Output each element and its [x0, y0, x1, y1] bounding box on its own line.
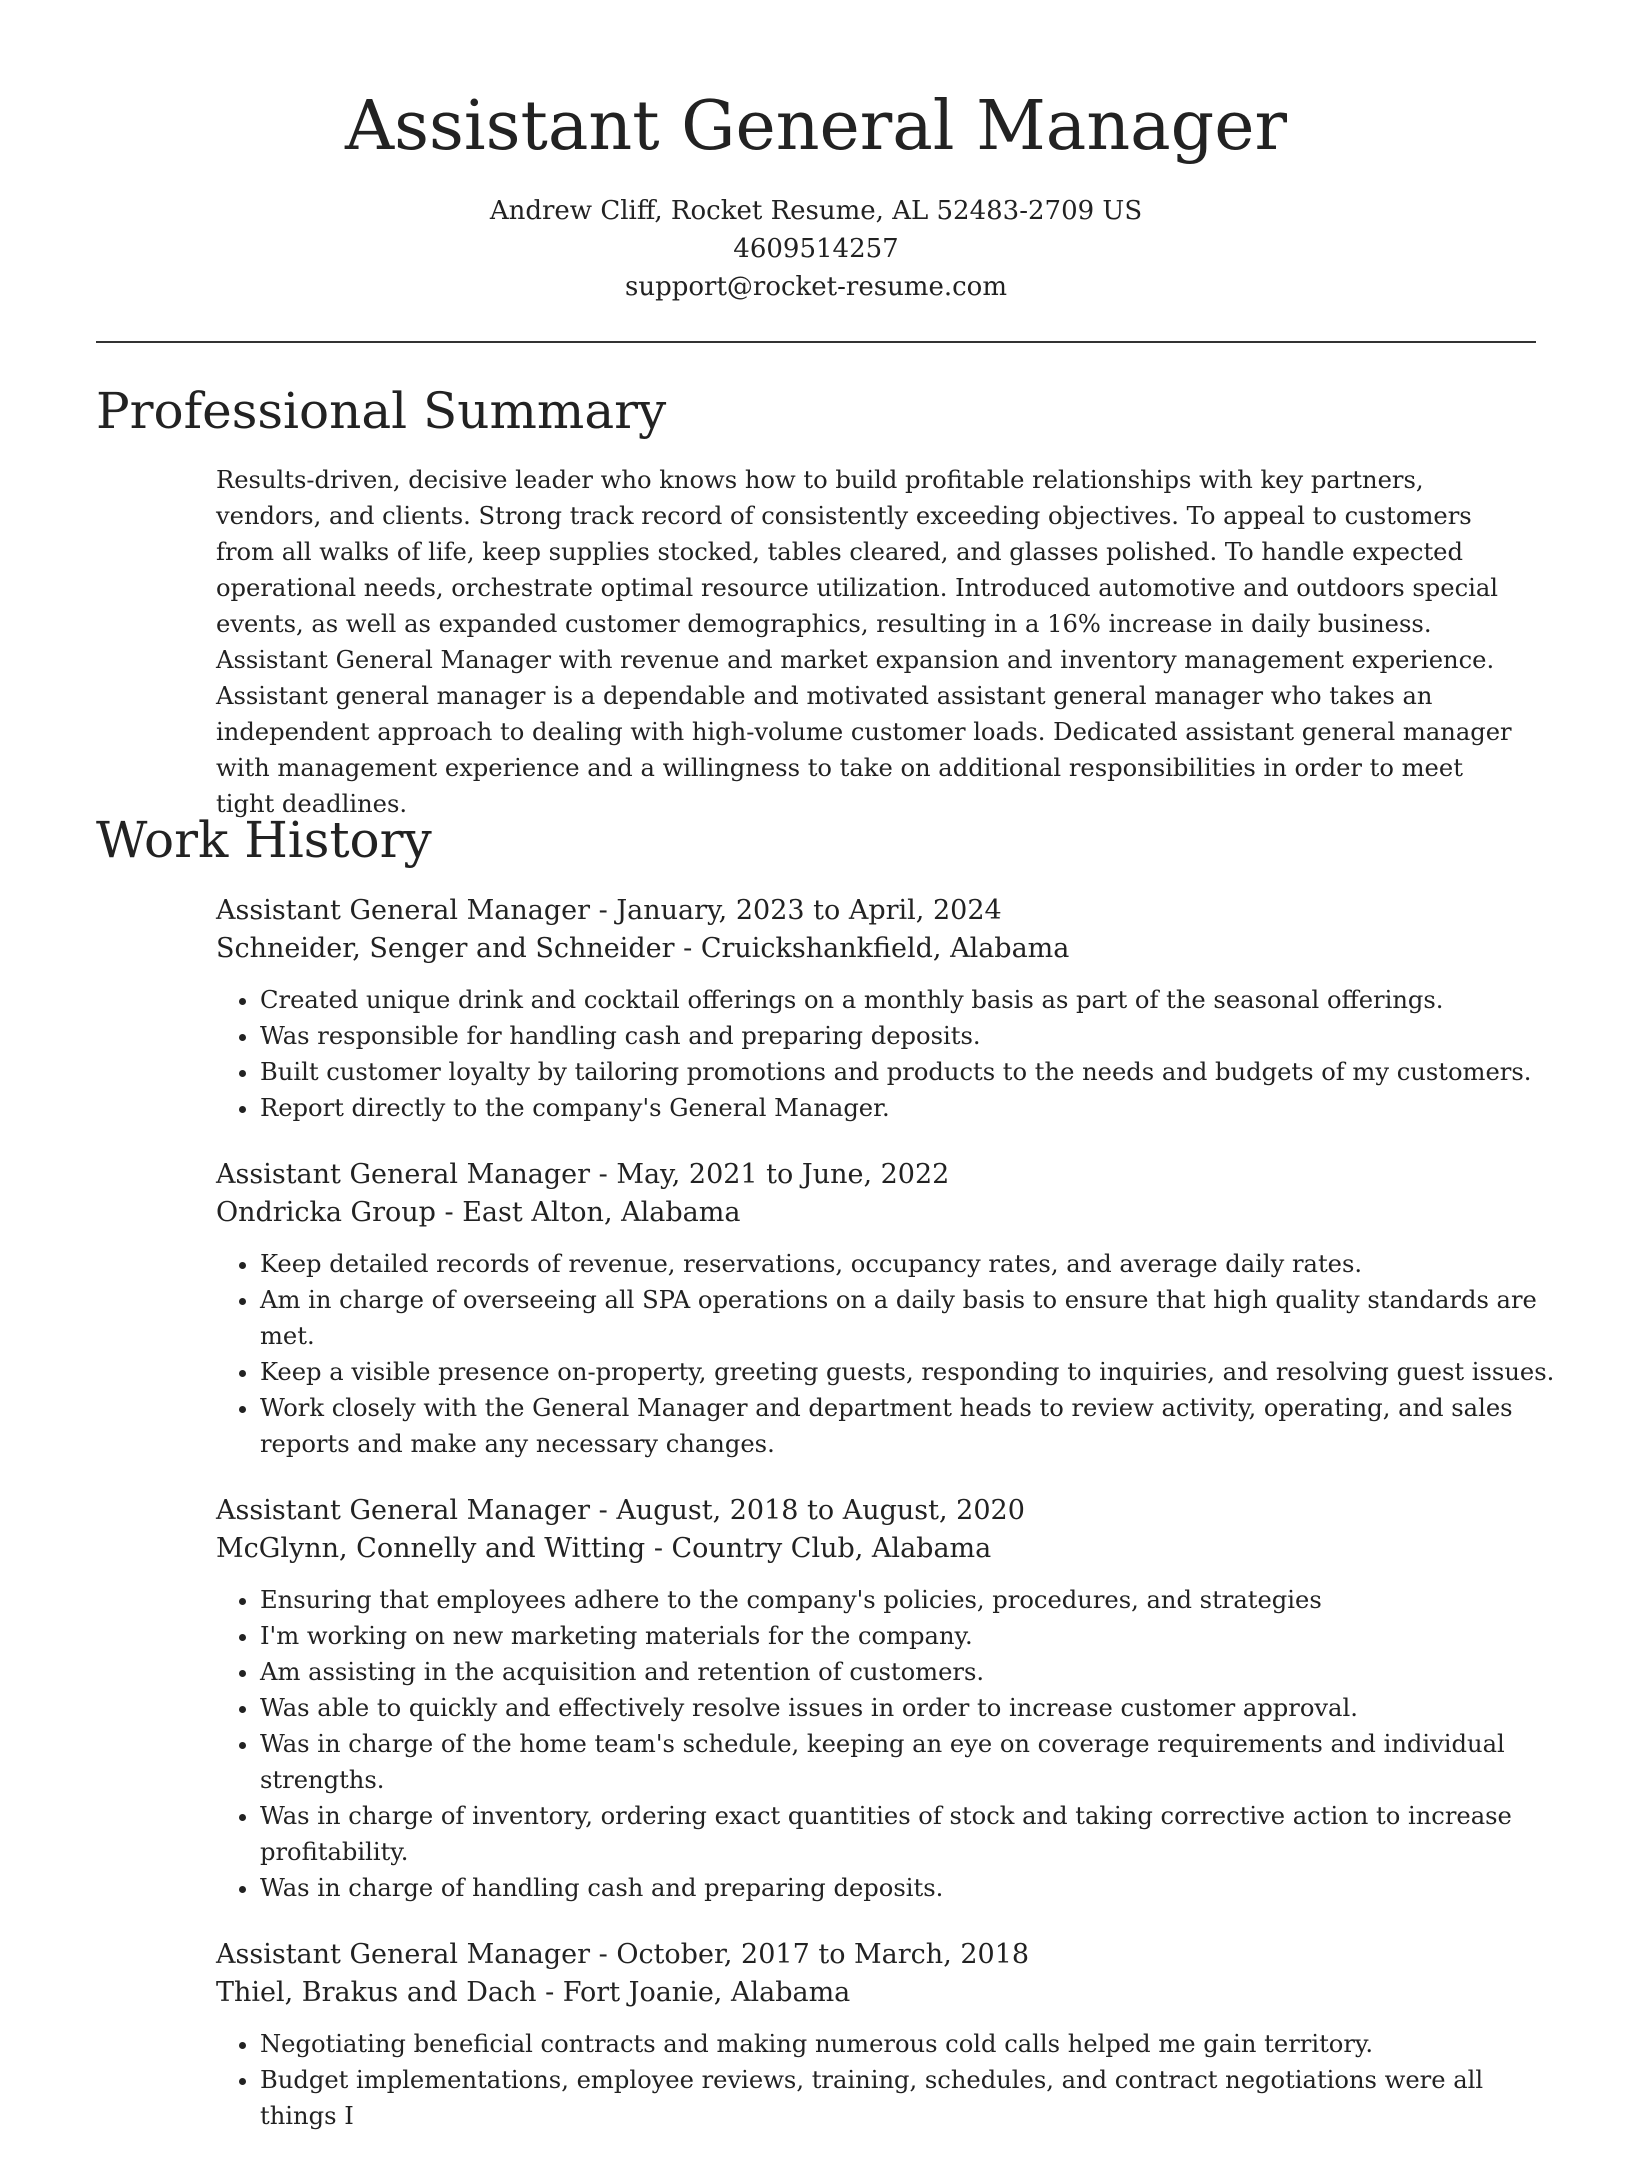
job-dates: - August, 2018 to August, 2020	[598, 1495, 1025, 1526]
job-dates: - October, 2017 to March, 2018	[598, 1939, 1030, 1970]
job-bullet: • Budget implementations, employee reviews, training, schedules, and contract negotiations were all things I	[260, 2062, 1556, 2134]
job-bullets	[216, 1246, 1556, 1462]
job-entry	[216, 892, 1556, 1126]
job-bullet: • Ensuring that employees adhere to the company's policies, procedures, and strategies	[260, 1582, 1556, 1618]
section-heading-summary: Professional Summary	[96, 382, 667, 440]
job-bullet: • Was responsible for handling cash and preparing deposits.	[260, 1018, 1556, 1054]
job-company: McGlynn, Connelly and Witting	[216, 1533, 646, 1564]
job-title: Assistant General Manager	[216, 1159, 591, 1190]
job-dates: - May, 2021 to June, 2022	[598, 1159, 950, 1190]
contact-email: support@rocket-resume.com	[624, 272, 1007, 302]
contact-block	[0, 192, 1632, 306]
job-title: Assistant General Manager	[216, 1495, 591, 1526]
job-bullet: • Was in charge of the home team's schedule, keeping an eye on coverage requirements and individual strengths.	[260, 1726, 1556, 1798]
job-company-line	[216, 1194, 1556, 1232]
job-location: - Country Club, Alabama	[653, 1533, 992, 1564]
job-company-line	[216, 1530, 1556, 1568]
job-company-line	[216, 1974, 1556, 2012]
job-company-line	[216, 930, 1556, 968]
job-dates: - January, 2023 to April, 2024	[598, 895, 1002, 926]
job-entry	[216, 1492, 1556, 1906]
job-bullet: • Report directly to the company's General Manager.	[260, 1090, 1556, 1126]
job-bullets	[216, 1582, 1556, 1906]
job-bullet: • I'm working on new marketing materials for the company.	[260, 1618, 1556, 1654]
job-title: Assistant General Manager	[216, 1939, 591, 1970]
job-bullets	[216, 2026, 1556, 2134]
job-bullet: • Am in charge of overseeing all SPA operations on a daily basis to ensure that high quality standards are met.	[260, 1282, 1556, 1354]
job-company: Ondricka Group	[216, 1197, 436, 1228]
job-entry	[216, 1156, 1556, 1462]
job-title-line	[216, 892, 1556, 930]
job-company: Thiel, Brakus and Dach	[216, 1977, 537, 2008]
job-bullet: • Work closely with the General Manager and department heads to review activity, operating, and sales reports and make any necessary changes.	[260, 1390, 1556, 1462]
contact-phone: 4609514257	[733, 234, 899, 264]
job-title: Assistant General Manager	[216, 895, 591, 926]
contact-address: Andrew Cliff, Rocket Resume, AL 52483-2709 US	[489, 196, 1143, 226]
job-bullet: • Am assisting in the acquisition and retention of customers.	[260, 1654, 1556, 1690]
job-title-line	[216, 1492, 1556, 1530]
job-bullets	[216, 982, 1556, 1126]
job-bullet: • Created unique drink and cocktail offerings on a monthly basis as part of the seasonal offerings.	[260, 982, 1556, 1018]
job-bullet: • Keep detailed records of revenue, reservations, occupancy rates, and average daily rates.	[260, 1246, 1556, 1282]
job-bullet: • Negotiating beneficial contracts and making numerous cold calls helped me gain territory.	[260, 2026, 1556, 2062]
job-company: Schneider, Senger and Schneider	[216, 933, 675, 964]
resume-title: Assistant General Manager	[345, 87, 1287, 166]
job-bullet: • Was in charge of inventory, ordering exact quantities of stock and taking corrective action to increase profitability.	[260, 1798, 1556, 1870]
summary-text: Results-driven, decisive leader who knows how to build profitable relationships with key partners, vendors, and clients. Strong track record of consistently exceeding objectives. To appeal to customers from all walks of life, keep supplies stocked, tables cleared, and glasses polished. To handle expected operational needs, orchestrate optimal resource utilization. Introduced automotive and outdoors special events, as well as expanded customer demographics, resulting in a 16% increase in daily business. Assistant General Manager with revenue and market expansion and inventory management experience. Assistant general manager is a dependable and motivated assistant general manager who takes an independent approach to dealing with high-volume customer loads. Dedicated assistant general manager with management experience and a willingness to take on additional responsibilities in order to meet tight deadlines.	[216, 466, 1512, 818]
job-bullet: • Built customer loyalty by tailoring promotions and products to the needs and budgets of my customers.	[260, 1054, 1556, 1090]
job-location: - Cruickshankfield, Alabama	[683, 933, 1070, 964]
job-bullet: • Keep a visible presence on-property, greeting guests, responding to inquiries, and resolving guest issues.	[260, 1354, 1556, 1390]
work-history-list	[216, 892, 1556, 2164]
job-location: - Fort Joanie, Alabama	[545, 1977, 851, 2008]
job-location: - East Alton, Alabama	[444, 1197, 741, 1228]
job-bullet: • Was in charge of handling cash and preparing deposits.	[260, 1870, 1556, 1906]
job-entry	[216, 1936, 1556, 2134]
job-bullet: • Was able to quickly and effectively resolve issues in order to increase customer approval.	[260, 1690, 1556, 1726]
header-divider	[96, 341, 1536, 343]
resume-header	[0, 0, 1632, 306]
job-title-line	[216, 1936, 1556, 1974]
section-heading-work: Work History	[96, 811, 432, 869]
job-title-line	[216, 1156, 1556, 1194]
